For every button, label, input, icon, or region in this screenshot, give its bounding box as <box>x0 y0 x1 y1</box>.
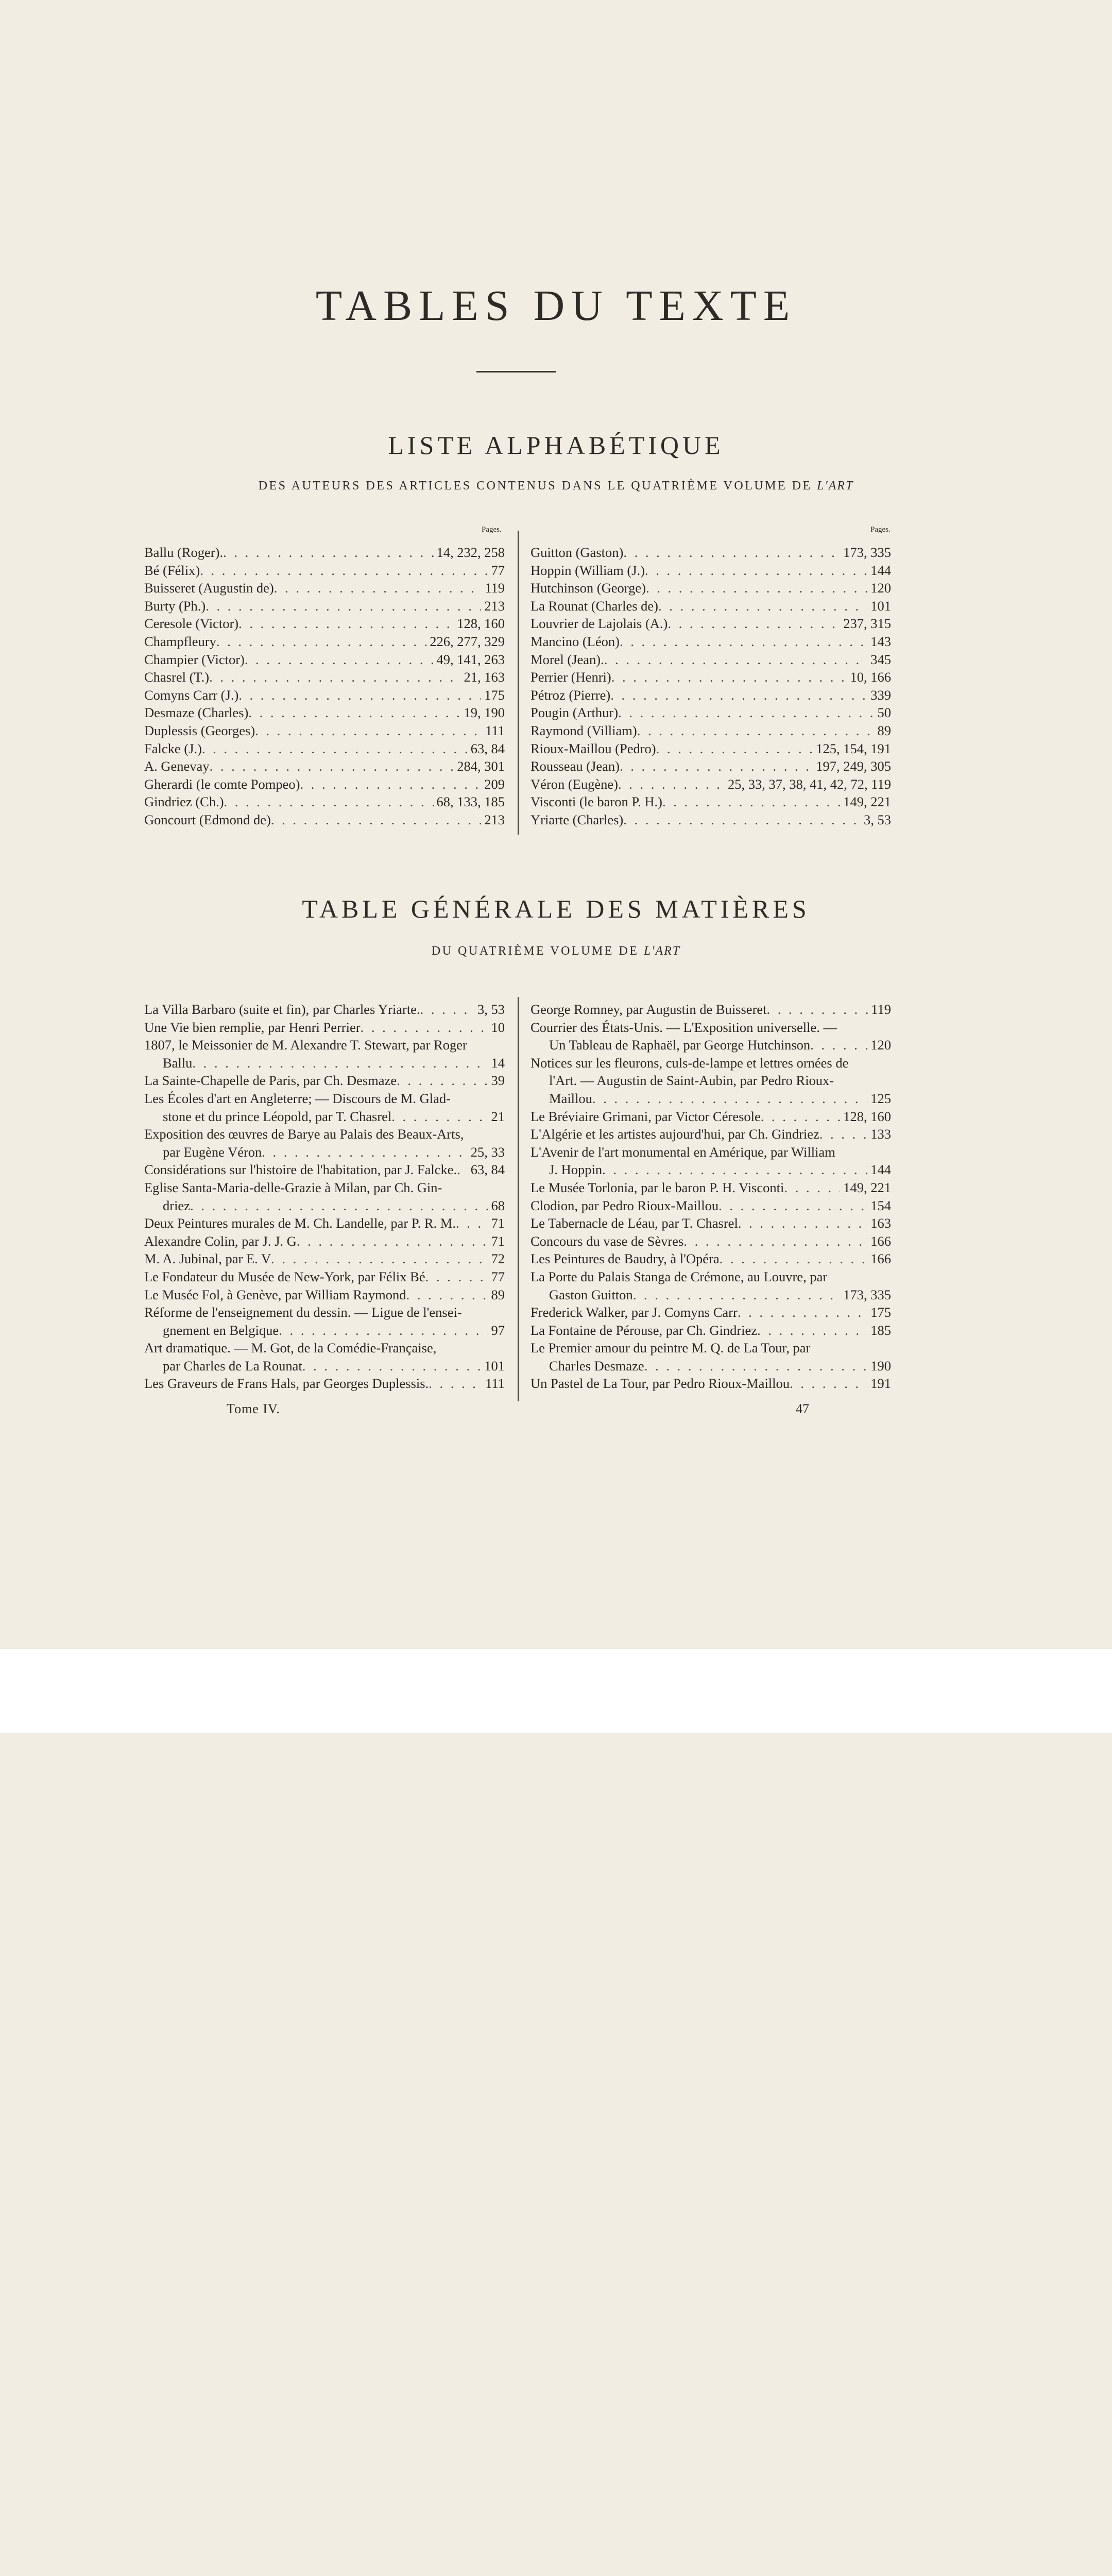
index-entry <box>531 1161 891 1179</box>
entry-title: Charles Desmaze <box>549 1358 644 1374</box>
index-entry <box>531 686 891 704</box>
leader-dots <box>668 615 840 633</box>
entry-title: stone et du prince Léopold, par T. Chasrel <box>163 1108 392 1124</box>
leader-dots <box>429 1375 482 1393</box>
leader-dots <box>420 1001 474 1019</box>
entry-title: Rioux-Maillou (Pedro) <box>531 740 656 756</box>
entry-pages: 213 <box>484 598 505 614</box>
index-entry <box>144 1321 505 1340</box>
entry-pages: 175 <box>484 687 505 703</box>
index-entry <box>144 562 505 580</box>
entry-pages: 125, 154, 191 <box>816 740 891 756</box>
entry-pages: 68 <box>491 1197 505 1213</box>
leader-dots <box>592 1090 867 1108</box>
leader-dots <box>406 1286 488 1304</box>
leader-dots <box>757 1321 867 1340</box>
entry-pages: 68, 133, 185 <box>436 794 505 810</box>
entry-title: Mancino (Léon) <box>531 633 620 649</box>
leader-dots <box>819 1125 868 1143</box>
index-entry <box>144 1375 505 1393</box>
leader-dots <box>658 597 867 615</box>
entry-title: George Romney, par Augustin de Buisseret <box>531 1002 767 1017</box>
index-entry <box>144 651 505 669</box>
entry-title: Pougin (Arthur) <box>531 705 619 721</box>
index-entry <box>144 544 505 562</box>
entry-title: Buisseret (Augustin de) <box>144 580 274 596</box>
entry-continued-line: Réforme de l'enseignement du dessin. — Ligue de l'ensei- <box>144 1304 462 1320</box>
entry-pages: 25, 33, 37, 38, 41, 42, 72, 119 <box>727 776 891 792</box>
column-divider-authors <box>518 531 519 835</box>
leader-dots <box>192 1054 488 1072</box>
leader-dots <box>425 1268 488 1286</box>
entry-continued-line: l'Art. — Augustin de Saint-Aubin, par Pedro Rioux- <box>549 1073 834 1089</box>
leader-dots <box>271 811 481 829</box>
index-entry <box>144 1286 505 1304</box>
entry-title: Morel (Jean). <box>531 651 604 667</box>
entry-title: Ballu (Roger). <box>144 545 224 560</box>
leader-dots <box>646 579 867 597</box>
entry-pages: 3, 53 <box>477 1002 505 1017</box>
entry-title: Gaston Guitton <box>549 1286 633 1302</box>
index-entry <box>144 1250 505 1268</box>
pages-header-left: Pages. <box>482 526 502 534</box>
entry-pages: 166 <box>870 1251 891 1267</box>
index-entry <box>144 1232 505 1250</box>
index-entry <box>144 615 505 633</box>
leader-dots <box>618 775 725 793</box>
leader-dots <box>620 757 813 775</box>
index-entry <box>531 1321 891 1340</box>
index-entry <box>144 757 505 775</box>
entry-title: Louvrier de Lajolais (A.) <box>531 616 668 632</box>
leader-dots <box>610 686 867 704</box>
entry-title: Comyns Carr (J.) <box>144 687 239 703</box>
entry-pages: 345 <box>870 651 891 667</box>
entry-pages: 21 <box>491 1108 505 1124</box>
index-entry <box>531 633 891 651</box>
entry-continued-line: Eglise Santa-Maria-delle-Grazie à Milan, par Ch. Gin- <box>144 1179 442 1195</box>
entry-pages: 89 <box>491 1286 505 1302</box>
leader-dots <box>720 1250 868 1268</box>
section1-title: LISTE ALPHABÉTIQUE <box>388 431 724 460</box>
leader-dots <box>200 562 488 580</box>
contents-left-column <box>144 1001 505 1393</box>
leader-dots <box>361 1019 488 1037</box>
entry-pages: 163 <box>870 1215 891 1231</box>
entry-pages: 133 <box>870 1126 891 1142</box>
entry-pages: 21, 163 <box>464 669 505 685</box>
entry-pages: 185 <box>870 1322 891 1338</box>
index-entry <box>144 1019 505 1037</box>
viewer-bottom-bar <box>0 1649 1112 1733</box>
entry-pages: 111 <box>485 722 505 738</box>
entry-title: Le Musée Fol, à Genève, par William Raymond <box>144 1286 406 1302</box>
entry-pages: 89 <box>877 722 891 738</box>
entry-title: Véron (Eugène) <box>531 776 618 792</box>
index-entry <box>531 1250 891 1268</box>
entry-title: Chasrel (T.) <box>144 669 210 685</box>
index-entry <box>144 1268 505 1286</box>
leader-dots <box>767 1001 868 1019</box>
entry-title: Burty (Ph.) <box>144 598 206 614</box>
entry-continued-line: Le Premier amour du peintre M. Q. de La Tour, par <box>531 1340 811 1356</box>
entry-title: Deux Peintures murales de M. Ch. Landelle, par P. R. M. <box>144 1215 456 1231</box>
entry-title: Frederick Walker, par J. Comyns Carr <box>531 1304 738 1320</box>
authors-left-column <box>144 544 505 829</box>
entry-title: Guitton (Gaston) <box>531 545 624 560</box>
index-entry <box>144 1161 505 1179</box>
leader-dots <box>457 1161 468 1179</box>
leader-dots <box>238 686 481 704</box>
entry-title: Bé (Félix) <box>144 562 200 578</box>
leader-dots <box>602 1161 867 1179</box>
index-entry <box>531 544 891 562</box>
entry-pages: 49, 141, 263 <box>436 651 505 667</box>
index-entry <box>531 1179 891 1197</box>
entry-pages: 10 <box>491 1019 505 1035</box>
leader-dots <box>262 1143 467 1161</box>
section1-subtitle <box>0 479 1112 493</box>
entry-pages: 154 <box>870 1197 891 1213</box>
leader-dots <box>718 1197 867 1215</box>
entry-title: L'Algérie et les artistes aujourd'hui, par Ch. Gindriez <box>531 1126 819 1142</box>
index-entry <box>531 1303 891 1321</box>
index-entry <box>144 1197 505 1215</box>
leader-dots <box>245 651 434 669</box>
entry-pages: 125 <box>870 1090 891 1106</box>
entry-pages: 63, 84 <box>470 740 505 756</box>
entry-title: La Rounat (Charles de) <box>531 598 658 614</box>
index-entry <box>144 1054 505 1072</box>
entry-pages: 128, 160 <box>843 1108 891 1124</box>
leader-dots <box>738 1214 867 1232</box>
entry-pages: 119 <box>871 1002 891 1017</box>
entry-title: Champier (Victor) <box>144 651 245 667</box>
index-entry <box>531 1214 891 1232</box>
entry-pages: 111 <box>485 1376 505 1392</box>
index-entry <box>531 562 891 580</box>
entry-pages: 144 <box>870 1162 891 1178</box>
entry-continued-line: Art dramatique. — M. Got, de la Comédie-Française, <box>144 1340 437 1356</box>
entry-pages: 173, 335 <box>843 545 891 560</box>
index-entry <box>144 793 505 811</box>
leader-dots <box>255 722 482 740</box>
leader-dots <box>391 1108 488 1126</box>
entry-continued-line: Courrier des États-Unis. — L'Exposition universelle. — <box>531 1019 837 1035</box>
entry-pages: 339 <box>870 687 891 703</box>
entry-pages: 284, 301 <box>457 758 505 774</box>
index-entry <box>144 811 505 829</box>
index-entry <box>144 722 505 740</box>
index-entry <box>144 597 505 615</box>
index-entry <box>531 1125 891 1143</box>
entry-pages: 120 <box>870 1037 891 1053</box>
index-entry <box>144 1072 505 1090</box>
index-entry <box>531 1375 891 1393</box>
leader-dots <box>248 704 460 722</box>
entry-title: Pétroz (Pierre) <box>531 687 611 703</box>
leader-dots <box>224 793 434 811</box>
index-entry <box>531 704 891 722</box>
main-title: TABLES DU TEXTE <box>315 282 797 330</box>
leader-dots <box>397 1072 488 1090</box>
entry-title: Desmaze (Charles) <box>144 705 249 721</box>
pages-header-right: Pages. <box>870 526 891 534</box>
column-divider-contents <box>518 997 519 1401</box>
leader-dots <box>662 793 840 811</box>
entry-title: Les Graveurs de Frans Hals, par Georges Duplessis. <box>144 1376 429 1392</box>
entry-title: par Charles de La Rounat <box>163 1358 302 1374</box>
leader-dots <box>206 597 481 615</box>
index-entry <box>144 686 505 704</box>
entry-title: Le Tabernacle de Léau, par T. Chasrel <box>531 1215 738 1231</box>
entry-pages: 77 <box>491 562 505 578</box>
entry-title: La Fontaine de Pérouse, par Ch. Gindriez <box>531 1322 758 1338</box>
entry-title: Clodion, par Pedro Rioux-Maillou <box>531 1197 719 1213</box>
entry-pages: 128, 160 <box>457 616 505 632</box>
leader-dots <box>644 1357 868 1375</box>
entry-pages: 120 <box>870 580 891 596</box>
entry-pages: 50 <box>877 705 891 721</box>
entry-pages: 226, 277, 329 <box>430 633 505 649</box>
entry-pages: 191 <box>870 1376 891 1392</box>
leader-dots <box>279 1321 488 1340</box>
entry-title: Rousseau (Jean) <box>531 758 620 774</box>
section2-subtitle-text: DU QUATRIÈME VOLUME DE <box>431 944 644 958</box>
entry-title: Goncourt (Edmond de) <box>144 811 271 827</box>
leader-dots <box>300 775 481 793</box>
index-entry <box>144 579 505 597</box>
entry-title: La Sainte-Chapelle de Paris, par Ch. Desmaze <box>144 1073 397 1089</box>
entry-title: driez <box>163 1197 190 1213</box>
index-entry <box>531 579 891 597</box>
entry-title: J. Hoppin <box>549 1162 603 1178</box>
leader-dots <box>738 1303 867 1321</box>
leader-dots <box>761 1108 840 1126</box>
leader-dots <box>297 1232 488 1250</box>
leader-dots <box>620 633 867 651</box>
entry-pages: 144 <box>870 562 891 578</box>
entry-pages: 149, 221 <box>843 1179 891 1195</box>
index-entry <box>531 1090 891 1108</box>
entry-pages: 101 <box>484 1358 505 1374</box>
leader-dots <box>604 651 868 669</box>
entry-title: Un Tableau de Raphaël, par George Hutchinson <box>549 1037 811 1053</box>
entry-title: Falcke (J.) <box>144 740 202 756</box>
contents-right-column <box>531 1001 891 1393</box>
leader-dots <box>456 1214 488 1232</box>
index-entry <box>531 1108 891 1126</box>
leader-dots <box>637 722 875 740</box>
entry-title: Un Pastel de La Tour, par Pedro Rioux-Maillou <box>531 1376 790 1392</box>
entry-title: Hoppin (William (J.) <box>531 562 645 578</box>
entry-title: Considérations sur l'histoire de l'habitation, par J. Falcke. <box>144 1162 457 1178</box>
index-entry <box>531 811 891 829</box>
index-entry <box>531 775 891 793</box>
entry-pages: 39 <box>491 1073 505 1089</box>
entry-pages: 14 <box>491 1055 505 1071</box>
index-entry <box>531 722 891 740</box>
entry-pages: 72 <box>491 1251 505 1267</box>
entry-title: par Eugène Véron <box>163 1144 262 1160</box>
authors-right-column <box>531 544 891 829</box>
tome-label: Tome IV. <box>227 1401 280 1416</box>
entry-title: Yriarte (Charles) <box>531 811 624 827</box>
index-entry <box>531 1357 891 1375</box>
leader-dots <box>209 668 460 686</box>
index-entry <box>531 1197 891 1215</box>
entry-pages: 149, 221 <box>843 794 891 810</box>
leader-dots <box>633 1286 841 1304</box>
entry-continued-line: L'Avenir de l'art monumental en Amérique, par William <box>531 1144 835 1160</box>
entry-title: Visconti (le baron P. H.) <box>531 794 663 810</box>
entry-title: Le Fondateur du Musée de New-York, par Félix Bé <box>144 1268 425 1284</box>
entry-pages: 166 <box>870 1233 891 1249</box>
index-entry <box>144 633 505 651</box>
entry-pages: 119 <box>485 580 505 596</box>
entry-title: Alexandre Colin, par J. J. G <box>144 1233 297 1249</box>
entry-title: Concours du vase de Sèvres <box>531 1233 684 1249</box>
entry-pages: 173, 335 <box>843 1286 891 1302</box>
entry-pages: 97 <box>491 1322 505 1338</box>
entry-pages: 19, 190 <box>464 705 505 721</box>
index-entry <box>531 757 891 775</box>
leader-dots <box>223 544 433 562</box>
entry-title: Les Peintures de Baudry, à l'Opéra <box>531 1251 720 1267</box>
entry-title: Le Bréviaire Grimani, par Victor Céresole <box>531 1108 761 1124</box>
leader-dots <box>623 544 840 562</box>
index-entry <box>531 1232 891 1250</box>
entry-title: Maillou <box>549 1090 592 1106</box>
entry-title: M. A. Jubinal, par E. V <box>144 1251 271 1267</box>
entry-pages: 237, 315 <box>843 616 891 632</box>
entry-title: Raymond (Villiam) <box>531 722 637 738</box>
entry-pages: 25, 33 <box>470 1144 505 1160</box>
index-entry <box>531 1001 891 1019</box>
index-entry <box>144 740 505 758</box>
leader-dots <box>190 1197 488 1215</box>
leader-dots <box>784 1179 840 1197</box>
section1-subtitle-italic: L'ART <box>817 479 854 493</box>
entry-title: Ballu <box>163 1055 193 1071</box>
index-entry <box>531 597 891 615</box>
entry-pages: 71 <box>491 1233 505 1249</box>
leader-dots <box>618 704 874 722</box>
index-entry <box>144 1357 505 1375</box>
index-entry <box>531 1286 891 1304</box>
entry-pages: 209 <box>484 776 505 792</box>
entry-title: Duplessis (Georges) <box>144 722 255 738</box>
entry-pages: 77 <box>491 1268 505 1284</box>
entry-title: Gindriez (Ch.) <box>144 794 224 810</box>
index-entry <box>144 704 505 722</box>
entry-continued-line: La Porte du Palais Stanga de Crémone, au Louvre, par <box>531 1268 828 1284</box>
entry-title: Perrier (Henri) <box>531 669 611 685</box>
entry-pages: 63, 84 <box>470 1162 505 1178</box>
leader-dots <box>210 757 454 775</box>
index-entry <box>531 651 891 669</box>
entry-title: Gherardi (le comte Pompeo) <box>144 776 300 792</box>
index-entry <box>531 1036 891 1054</box>
entry-continued-line: Les Écoles d'art en Angleterre; — Discours de M. Glad- <box>144 1090 451 1106</box>
entry-pages: 190 <box>870 1358 891 1374</box>
leader-dots <box>623 811 861 829</box>
entry-title: La Villa Barbaro (suite et fin), par Charles Yriarte. <box>144 1002 420 1017</box>
index-entry <box>144 1001 505 1019</box>
section2-title: TABLE GÉNÉRALE DES MATIÈRES <box>302 894 810 923</box>
entry-title: Ceresole (Victor) <box>144 616 239 632</box>
index-entry <box>531 793 891 811</box>
index-entry <box>144 1143 505 1161</box>
section2-subtitle-italic: L'ART <box>643 944 681 958</box>
index-entry <box>144 1108 505 1126</box>
entry-title: Le Musée Torlonia, par le baron P. H. Visconti <box>531 1179 784 1195</box>
index-entry <box>531 668 891 686</box>
entry-title: Une Vie bien remplie, par Henri Perrier <box>144 1019 361 1035</box>
title-rule <box>476 371 556 372</box>
entry-pages: 143 <box>870 633 891 649</box>
leader-dots <box>302 1357 481 1375</box>
entry-title: Hutchinson (George) <box>531 580 646 596</box>
leader-dots <box>810 1036 867 1054</box>
leader-dots <box>790 1375 867 1393</box>
entry-title: gnement en Belgique <box>163 1322 279 1338</box>
entry-continued-line: Exposition des œuvres de Barye au Palais des Beaux-Arts, <box>144 1126 464 1142</box>
leader-dots <box>271 1250 488 1268</box>
leader-dots <box>656 740 813 758</box>
index-entry <box>531 740 891 758</box>
entry-pages: 175 <box>870 1304 891 1320</box>
entry-pages: 10, 166 <box>850 669 891 685</box>
entry-pages: 71 <box>491 1215 505 1231</box>
entry-pages: 101 <box>870 598 891 614</box>
leader-dots <box>238 615 454 633</box>
index-entry <box>144 668 505 686</box>
entry-pages: 213 <box>484 811 505 827</box>
leader-dots <box>683 1232 867 1250</box>
entry-title: Champfleury <box>144 633 216 649</box>
leader-dots <box>611 668 847 686</box>
index-entry <box>531 615 891 633</box>
entry-pages: 3, 53 <box>864 811 891 827</box>
entry-title: A. Genevay <box>144 758 210 774</box>
entry-pages: 197, 249, 305 <box>816 758 891 774</box>
section1-subtitle-text: DES AUTEURS DES ARTICLES CONTENUS DANS LE QUATRIÈME VOLUME DE <box>258 479 817 493</box>
page-number: 47 <box>796 1401 809 1416</box>
leader-dots <box>645 562 867 580</box>
entry-continued-line: Notices sur les fleurons, culs-de-lampe et lettres ornées de <box>531 1055 849 1071</box>
entry-pages: 14, 232, 258 <box>436 545 505 560</box>
leader-dots <box>274 579 482 597</box>
leader-dots <box>202 740 468 758</box>
index-entry <box>144 775 505 793</box>
entry-continued-line: 1807, le Meissonier de M. Alexandre T. Stewart, par Roger <box>144 1037 467 1053</box>
section2-subtitle <box>0 944 1112 958</box>
leader-dots <box>216 633 426 651</box>
index-entry <box>144 1214 505 1232</box>
